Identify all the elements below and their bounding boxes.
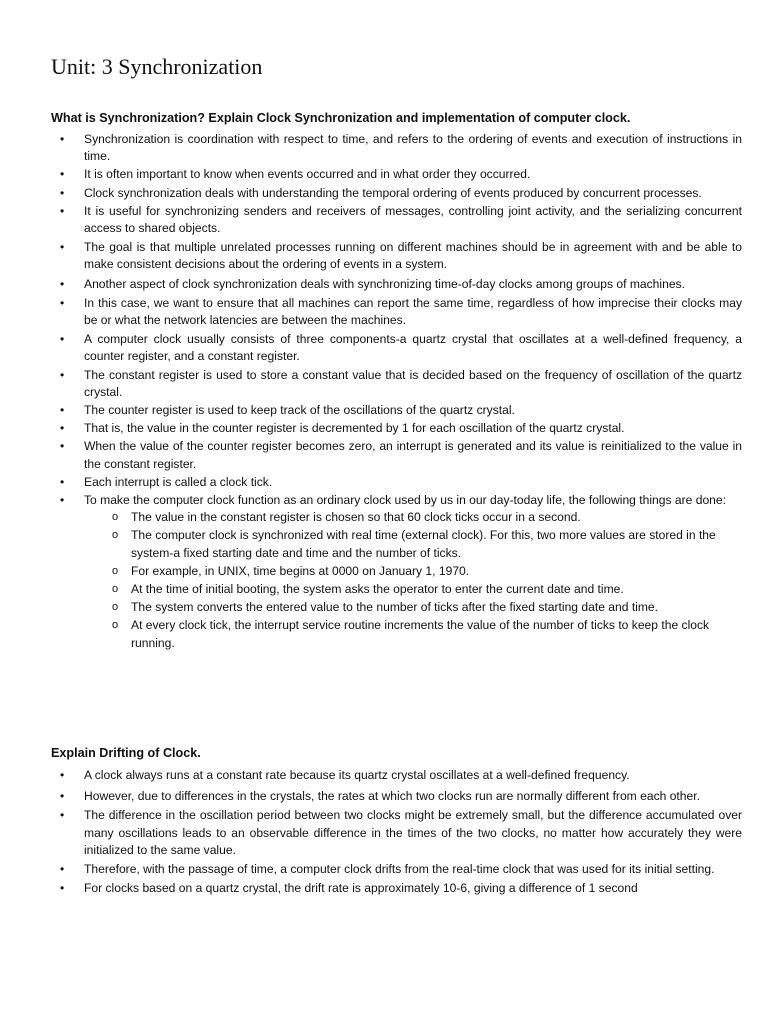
bullet-icon: • bbox=[60, 403, 65, 418]
sub-bullet-icon: o bbox=[112, 619, 119, 632]
bullet-icon: • bbox=[60, 474, 65, 489]
sub-bullet-icon: o bbox=[112, 601, 119, 614]
page-title: Unit: 3 Synchronization bbox=[51, 54, 263, 79]
bullet-icon: • bbox=[60, 240, 65, 255]
list-item bbox=[0, 767, 768, 784]
bullet-icon: • bbox=[60, 332, 65, 347]
bullet-icon: • bbox=[60, 439, 65, 454]
bullet-text: A computer clock usually consists of three components-a quartz crystal that oscillates at a well-defined frequency, a counter register, and a constant register. bbox=[84, 332, 742, 364]
list-item bbox=[0, 402, 768, 419]
drifting-bullet-list bbox=[0, 767, 768, 897]
bullet-icon: • bbox=[60, 167, 65, 182]
sub-list-item bbox=[0, 509, 768, 526]
bullet-icon: • bbox=[60, 276, 65, 291]
bullet-text: For clocks based on a quartz crystal, the drift rate is approximately 10-6, giving a difference of 1 second bbox=[84, 881, 638, 896]
sub-list-item bbox=[0, 617, 768, 651]
list-item bbox=[0, 492, 768, 652]
list-item bbox=[0, 420, 768, 437]
sub-bullet-text: At the time of initial booting, the system asks the operator to enter the current date and time. bbox=[131, 582, 624, 597]
bullet-icon: • bbox=[60, 768, 65, 782]
bullet-icon: • bbox=[60, 367, 65, 382]
list-item bbox=[0, 203, 768, 237]
list-item bbox=[0, 276, 768, 293]
sub-bullet-icon: o bbox=[112, 583, 119, 596]
list-item bbox=[0, 295, 768, 329]
bullet-text: However, due to differences in the crystals, the rates at which two clocks run are normally different from each other. bbox=[84, 789, 700, 804]
bullet-text: Synchronization is coordination with respect to time, and refers to the ordering of events and execution of instructions in time. bbox=[84, 132, 742, 164]
sub-list-item bbox=[0, 563, 768, 580]
bullet-text: That is, the value in the counter register is decremented by 1 for each oscillation of the quartz crystal. bbox=[84, 421, 625, 436]
bullet-text: A clock always runs at a constant rate because its quartz crystal oscillates at a well-defined frequency. bbox=[84, 768, 630, 782]
sub-bullet-icon: o bbox=[112, 511, 119, 524]
list-item bbox=[0, 438, 768, 472]
sub-bullet-icon: o bbox=[112, 529, 119, 542]
bullet-text: The difference in the oscillation period between two clocks might be extremely small, but the difference accumulated over many oscillations leads to an observable difference in the times of the two clocks, no matter how accurately they were initialized to the same value. bbox=[84, 808, 742, 857]
sub-bullet-text: The computer clock is synchronized with real time (external clock). For this, two more values are stored in the system-a fixed starting date and time and the number of ticks. bbox=[131, 528, 716, 560]
bullet-text: It is often important to know when events occurred and in what order they occurred. bbox=[84, 167, 531, 182]
sub-bullet-list bbox=[0, 509, 768, 652]
list-item bbox=[0, 861, 768, 878]
bullet-text: Another aspect of clock synchronization deals with synchronizing time-of-day clocks among groups of machines. bbox=[84, 276, 685, 291]
sub-bullet-icon: o bbox=[112, 564, 119, 577]
bullet-text: To make the computer clock function as an ordinary clock used by us in our day-today life, the following things are done: bbox=[84, 493, 726, 508]
list-item bbox=[0, 474, 768, 491]
bullet-text: Therefore, with the passage of time, a computer clock drifts from the real-time clock that was used for its initial setting. bbox=[84, 862, 715, 877]
list-item bbox=[0, 880, 768, 897]
bullet-text: Each interrupt is called a clock tick. bbox=[84, 474, 273, 489]
bullet-text: The goal is that multiple unrelated processes running on different machines should be in agreement with and be able to make consistent decisions about the ordering of events in a system. bbox=[84, 240, 742, 272]
bullet-text: The constant register is used to store a constant value that is decided based on the frequency of oscillation of the quartz crystal. bbox=[84, 367, 742, 399]
bullet-icon: • bbox=[60, 185, 65, 200]
bullet-icon: • bbox=[60, 295, 65, 310]
list-item bbox=[0, 788, 768, 805]
bullet-icon: • bbox=[60, 789, 65, 804]
list-item bbox=[0, 331, 768, 365]
bullet-icon: • bbox=[60, 132, 65, 146]
list-item bbox=[0, 367, 768, 401]
sub-bullet-text: For example, in UNIX, time begins at 0000 on January 1, 1970. bbox=[131, 563, 470, 578]
list-item bbox=[0, 239, 768, 273]
sub-bullet-text: At every clock tick, the interrupt service routine increments the value of the number of ticks to keep the clock running. bbox=[131, 618, 710, 650]
section-heading-drifting: Explain Drifting of Clock. bbox=[51, 746, 201, 760]
list-item bbox=[0, 185, 768, 202]
bullet-icon: • bbox=[60, 881, 65, 896]
bullet-icon: • bbox=[60, 421, 65, 436]
bullet-text: The counter register is used to keep track of the oscillations of the quartz crystal. bbox=[84, 403, 515, 418]
bullet-text: In this case, we want to ensure that all machines can report the same time, regardless of how imprecise their clocks may be or what the network latencies are between the machines. bbox=[84, 295, 742, 328]
bullet-icon: • bbox=[60, 862, 65, 877]
list-item bbox=[0, 807, 768, 859]
bullet-icon: • bbox=[60, 493, 65, 508]
bullet-icon: • bbox=[60, 808, 65, 823]
sub-list-item bbox=[0, 599, 768, 616]
sub-list-item bbox=[0, 581, 768, 598]
bullet-text: It is useful for synchronizing senders and receivers of messages, controlling joint activity, and the serializing concurrent access to shared objects. bbox=[84, 203, 742, 236]
bullet-text: Clock synchronization deals with understanding the temporal ordering of events produced by concurrent processes. bbox=[84, 185, 702, 200]
list-item bbox=[0, 166, 768, 183]
sub-bullet-text: The value in the constant register is chosen so that 60 clock ticks occur in a second. bbox=[131, 510, 581, 525]
bullet-text: When the value of the counter register becomes zero, an interrupt is generated and its value is reinitialized to the value in the constant register. bbox=[84, 439, 742, 471]
sub-bullet-text: The system converts the entered value to the number of ticks after the fixed starting date and time. bbox=[131, 600, 659, 615]
section-heading-synchronization: What is Synchronization? Explain Clock Synchronization and implementation of computer clock. bbox=[51, 111, 631, 125]
sub-list-item bbox=[0, 527, 768, 561]
bullet-icon: • bbox=[60, 203, 65, 218]
list-item bbox=[0, 131, 768, 165]
synchronization-bullet-list bbox=[0, 131, 768, 652]
